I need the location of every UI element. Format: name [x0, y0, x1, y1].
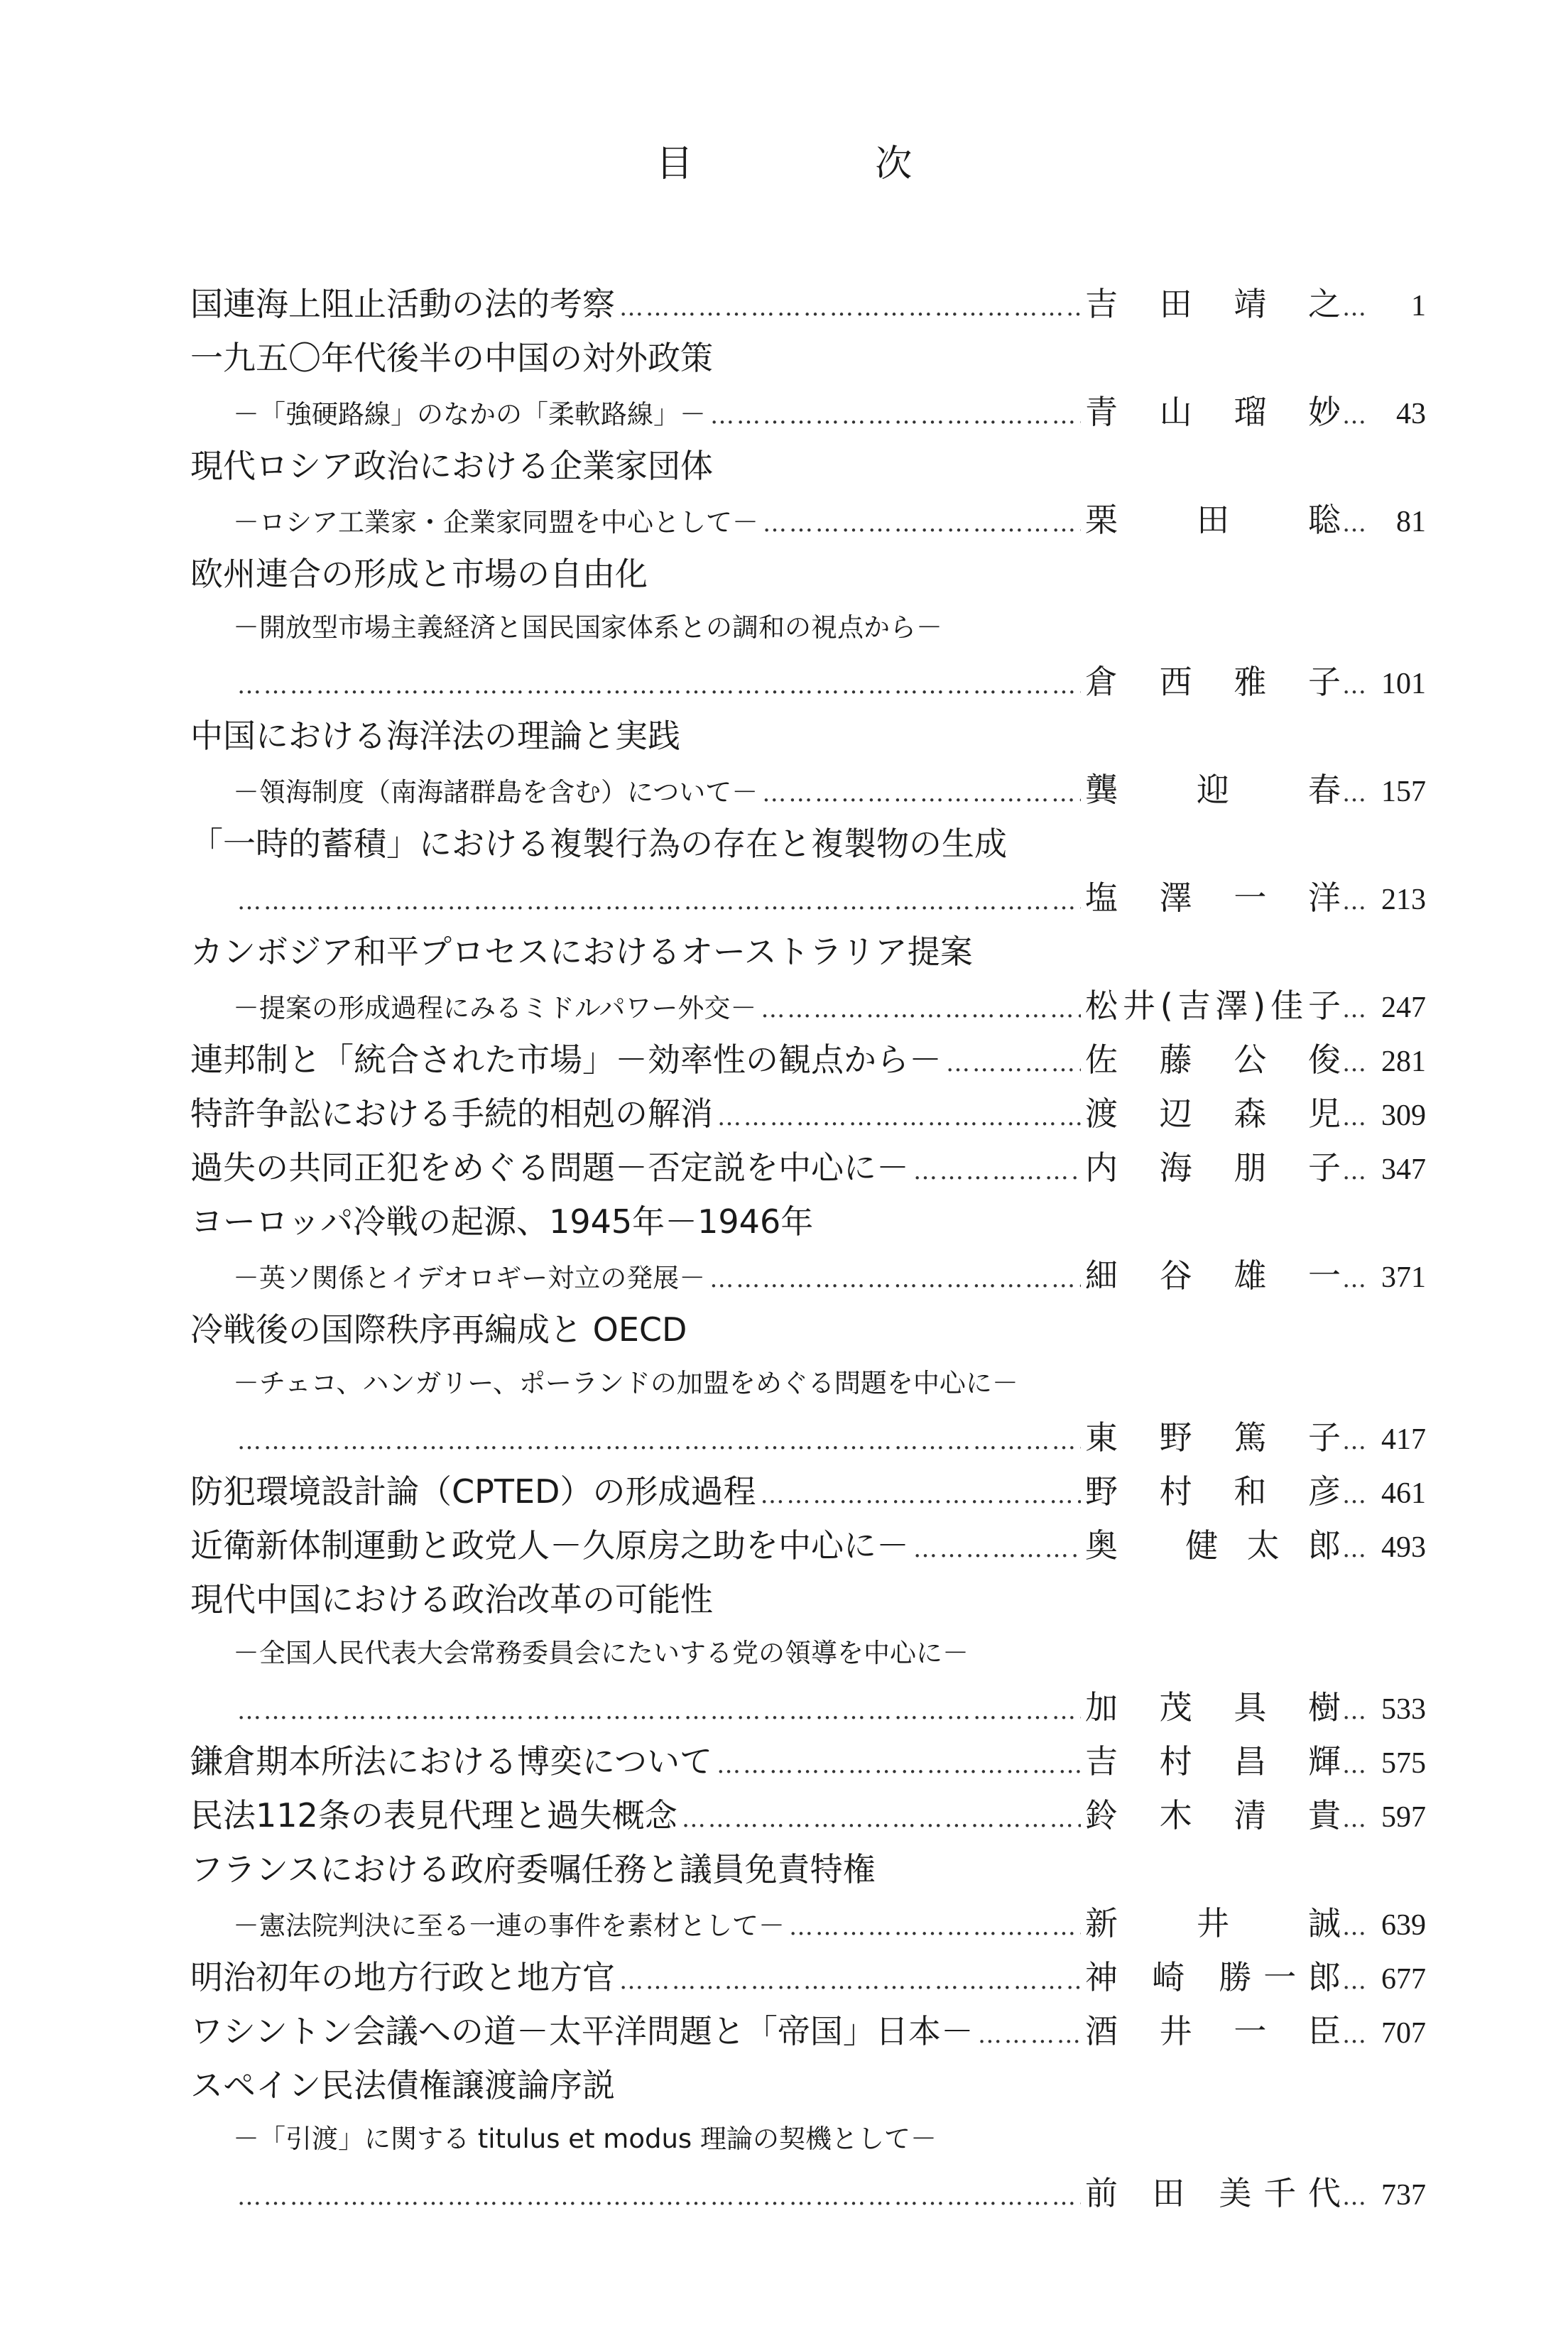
- toc-entry: [190, 1842, 1426, 1896]
- entry-author: 酒 井 一 臣: [1085, 2012, 1341, 2050]
- leader-dots: …: [1342, 1265, 1366, 1293]
- toc-entry: [190, 1195, 1426, 1249]
- entry-page: 461: [1381, 1477, 1426, 1510]
- entry-page: 1: [1411, 290, 1426, 322]
- leader-dots: [913, 1522, 1081, 1576]
- leader-dots: [237, 2170, 1081, 2224]
- entry-page: 707: [1381, 2017, 1426, 2050]
- toc-entry: [190, 439, 1426, 493]
- leader-dots: [763, 496, 1081, 550]
- toc-entry-detail: [190, 979, 1426, 1033]
- table-of-contents: [190, 277, 1426, 2220]
- entry-author: 加 茂 具 樹: [1085, 1688, 1341, 1727]
- leader-dots: …: [1342, 1427, 1366, 1455]
- leader-dots: …: [1342, 2021, 1366, 2049]
- toc-entry: [190, 709, 1426, 763]
- entry-title: 鎌倉期本所法における博奕について: [190, 1742, 713, 1781]
- entry-page: 493: [1381, 1531, 1426, 1564]
- entry-page: 533: [1381, 1693, 1426, 1726]
- toc-entry-detail: [190, 1411, 1426, 1464]
- entry-title: 一九五〇年代後半の中国の対外政策: [190, 339, 713, 377]
- entry-page: 639: [1381, 1909, 1426, 1942]
- leader-dots: [619, 1954, 1081, 2008]
- entry-title: 現代ロシア政治における企業家団体: [190, 447, 713, 485]
- toc-entry: [190, 1518, 1426, 1572]
- entry-page: 101: [1381, 668, 1426, 700]
- entry-page: 43: [1396, 398, 1426, 430]
- entry-subtitle: －「強硬路線」のなかの「柔軟路線」－: [233, 399, 706, 430]
- entry-page: 417: [1381, 1423, 1426, 1456]
- entry-title: 冷戦後の国際秩序再編成と OECD: [190, 1310, 687, 1349]
- leader-dots: [682, 1792, 1081, 1846]
- leader-dots: …: [1342, 401, 1366, 430]
- toc-entry-detail: [190, 763, 1426, 817]
- entry-page: 347: [1381, 1153, 1426, 1186]
- entry-subtitle: －チェコ、ハンガリー、ポーランドの加盟をめぐる問題を中心に－: [233, 1368, 1018, 1398]
- leader-dots: …: [1342, 1751, 1366, 1779]
- leader-dots: [717, 1090, 1081, 1144]
- entry-subtitle: －提案の形成過程にみるミドルパワー外交－: [233, 993, 757, 1023]
- toc-entry: [190, 1788, 1426, 1842]
- entry-author: 栗 田 聡: [1085, 501, 1341, 539]
- toc-entry: [190, 277, 1426, 331]
- entry-page: 677: [1381, 1963, 1426, 1996]
- entry-title: 「一時的蓄積」における複製行為の存在と複製物の生成: [190, 825, 1007, 863]
- entry-page: 157: [1381, 776, 1426, 808]
- entry-author: 吉 田 靖 之: [1085, 285, 1341, 323]
- toc-entry-detail: [190, 2112, 1426, 2166]
- leader-dots: …: [1342, 1697, 1366, 1725]
- entry-title: 明治初年の地方行政と地方官: [190, 1958, 615, 1996]
- leader-dots: [710, 388, 1081, 442]
- entry-author: 細 谷 雄 一: [1085, 1256, 1341, 1295]
- entry-page: 213: [1381, 884, 1426, 916]
- page-title: 目 次: [655, 143, 998, 185]
- entry-author: 前 田 美千代: [1085, 2174, 1341, 2212]
- leader-dots: …: [1342, 779, 1366, 808]
- toc-entry: [190, 1572, 1426, 1626]
- entry-title: フランスにおける政府委嘱任務と議員免責特権: [190, 1850, 876, 1888]
- toc-entry-detail: [190, 1626, 1426, 1680]
- entry-subtitle: －開放型市場主義経済と国民国家体系との調和の視点から－: [233, 612, 942, 643]
- leader-dots: …: [1342, 1049, 1366, 1077]
- leader-dots: …: [1342, 1103, 1366, 1131]
- leader-dots: [762, 766, 1081, 820]
- entry-page: 597: [1381, 1801, 1426, 1834]
- toc-entry: [190, 925, 1426, 979]
- entry-page: 81: [1396, 506, 1426, 538]
- toc-entry: [190, 1950, 1426, 2004]
- leader-dots: …: [1342, 887, 1366, 915]
- toc-entry-detail: [190, 1896, 1426, 1950]
- leader-dots: [619, 281, 1081, 335]
- toc-entry: [190, 817, 1426, 871]
- toc-entry: [190, 1087, 1426, 1141]
- entry-title: スペイン民法債権譲渡論序説: [190, 2066, 615, 2104]
- leader-dots: …: [1342, 1913, 1366, 1941]
- leader-dots: [760, 1468, 1081, 1522]
- leader-dots: [978, 2008, 1081, 2062]
- entry-title: ワシントン会議への道－太平洋問題と「帝国」日本－: [190, 2012, 974, 2050]
- toc-entry-detail: [190, 1249, 1426, 1303]
- entry-page: 575: [1381, 1747, 1426, 1780]
- entry-author: 東 野 篤 子: [1085, 1418, 1341, 1457]
- entry-page: 309: [1381, 1099, 1426, 1132]
- entry-title: 過失の共同正犯をめぐる問題－否定説を中心に－: [190, 1148, 909, 1187]
- entry-title: 欧州連合の形成と市場の自由化: [190, 555, 648, 593]
- entry-author: 新 井 誠: [1085, 1904, 1341, 1942]
- toc-entry: [190, 1734, 1426, 1788]
- entry-subtitle: －憲法院判決に至る一連の事件を素材として－: [233, 1911, 785, 1941]
- entry-author: 松井(吉澤)佳子: [1085, 987, 1341, 1025]
- entry-title: 民法112条の表見代理と過失概念: [190, 1796, 677, 1835]
- leader-dots: [717, 1738, 1081, 1792]
- toc-entry: [190, 547, 1426, 601]
- leader-dots: …: [1342, 1967, 1366, 1995]
- leader-dots: …: [1342, 509, 1366, 538]
- toc-entry-detail: [190, 871, 1426, 925]
- leader-dots: …: [1342, 1535, 1366, 1563]
- toc-entry: [190, 2004, 1426, 2058]
- leader-dots: [237, 874, 1081, 928]
- entry-page: 247: [1381, 991, 1426, 1024]
- toc-entry: [190, 1464, 1426, 1518]
- entry-title: 現代中国における政治改革の可能性: [190, 1580, 713, 1619]
- leader-dots: …: [1342, 293, 1366, 322]
- entry-subtitle: －英ソ関係とイデオロギー対立の発展－: [233, 1263, 706, 1293]
- leader-dots: [789, 1900, 1081, 1954]
- entry-subtitle: －全国人民代表大会常務委員会にたいする党の領導を中心に－: [233, 1638, 969, 1668]
- toc-entry: [190, 331, 1426, 385]
- toc-entry-detail: [190, 601, 1426, 655]
- leader-dots: [709, 1252, 1081, 1306]
- leader-dots: …: [1342, 2183, 1366, 2211]
- toc-entry: [190, 1033, 1426, 1087]
- entry-author: 塩 澤 一 洋: [1085, 879, 1341, 917]
- entry-author: 龔 迎 春: [1085, 771, 1341, 809]
- leader-dots: [946, 1036, 1081, 1090]
- entry-title: 防犯環境設計論（CPTED）の形成過程: [190, 1472, 756, 1511]
- entry-title: 国連海上阻止活動の法的考察: [190, 285, 615, 323]
- leader-dots: [237, 658, 1081, 712]
- toc-entry-detail: [190, 1680, 1426, 1734]
- leader-dots: [761, 982, 1081, 1036]
- entry-page: 371: [1381, 1261, 1426, 1294]
- entry-author: 倉 西 雅 子: [1085, 663, 1341, 701]
- entry-author: 佐 藤 公 俊: [1085, 1040, 1341, 1079]
- toc-entry-detail: [190, 655, 1426, 709]
- entry-title: 特許争訟における手続的相剋の解消: [190, 1094, 713, 1133]
- toc-entry-detail: [190, 493, 1426, 547]
- entry-author: 野 村 和 彦: [1085, 1472, 1341, 1511]
- toc-entry-detail: [190, 1357, 1426, 1411]
- leader-dots: [237, 1414, 1081, 1468]
- leader-dots: [237, 1684, 1081, 1738]
- toc-entry-detail: [190, 385, 1426, 439]
- entry-author: 神 崎 勝一郎: [1085, 1958, 1341, 1996]
- toc-entry: [190, 1303, 1426, 1357]
- entry-page: 737: [1381, 2179, 1426, 2212]
- leader-dots: …: [1342, 995, 1366, 1023]
- entry-author: 渡 辺 森 児: [1085, 1094, 1341, 1133]
- leader-dots: …: [1342, 1805, 1366, 1833]
- entry-title: ヨーロッパ冷戦の起源、1945年－1946年: [190, 1202, 814, 1241]
- entry-page: 281: [1381, 1045, 1426, 1078]
- entry-author: 内 海 朋 子: [1085, 1148, 1341, 1187]
- leader-dots: …: [1342, 1481, 1366, 1509]
- leader-dots: …: [1342, 671, 1366, 700]
- entry-title: 連邦制と「統合された市場」－効率性の観点から－: [190, 1040, 942, 1079]
- entry-author: 吉 村 昌 輝: [1085, 1742, 1341, 1781]
- toc-entry: [190, 1141, 1426, 1195]
- entry-author: 奥 健太郎: [1085, 1526, 1341, 1565]
- toc-entry-detail: [190, 2166, 1426, 2220]
- entry-author: 鈴 木 清 貴: [1085, 1796, 1341, 1835]
- entry-title: 中国における海洋法の理論と実践: [190, 717, 680, 755]
- toc-entry: [190, 2058, 1426, 2112]
- entry-subtitle: －「引渡」に関する titulus et modus 理論の契機として－: [233, 2124, 937, 2154]
- entry-author: 青 山 瑠 妙: [1085, 393, 1341, 431]
- entry-title: 近衛新体制運動と政党人－久原房之助を中心に－: [190, 1526, 909, 1565]
- entry-subtitle: －ロシア工業家・企業家同盟を中心として－: [233, 507, 758, 538]
- entry-title: カンボジア和平プロセスにおけるオーストラリア提案: [190, 933, 973, 971]
- entry-subtitle: －領海制度（南海諸群島を含む）について－: [233, 777, 758, 808]
- leader-dots: …: [1342, 1157, 1366, 1185]
- leader-dots: [913, 1144, 1081, 1198]
